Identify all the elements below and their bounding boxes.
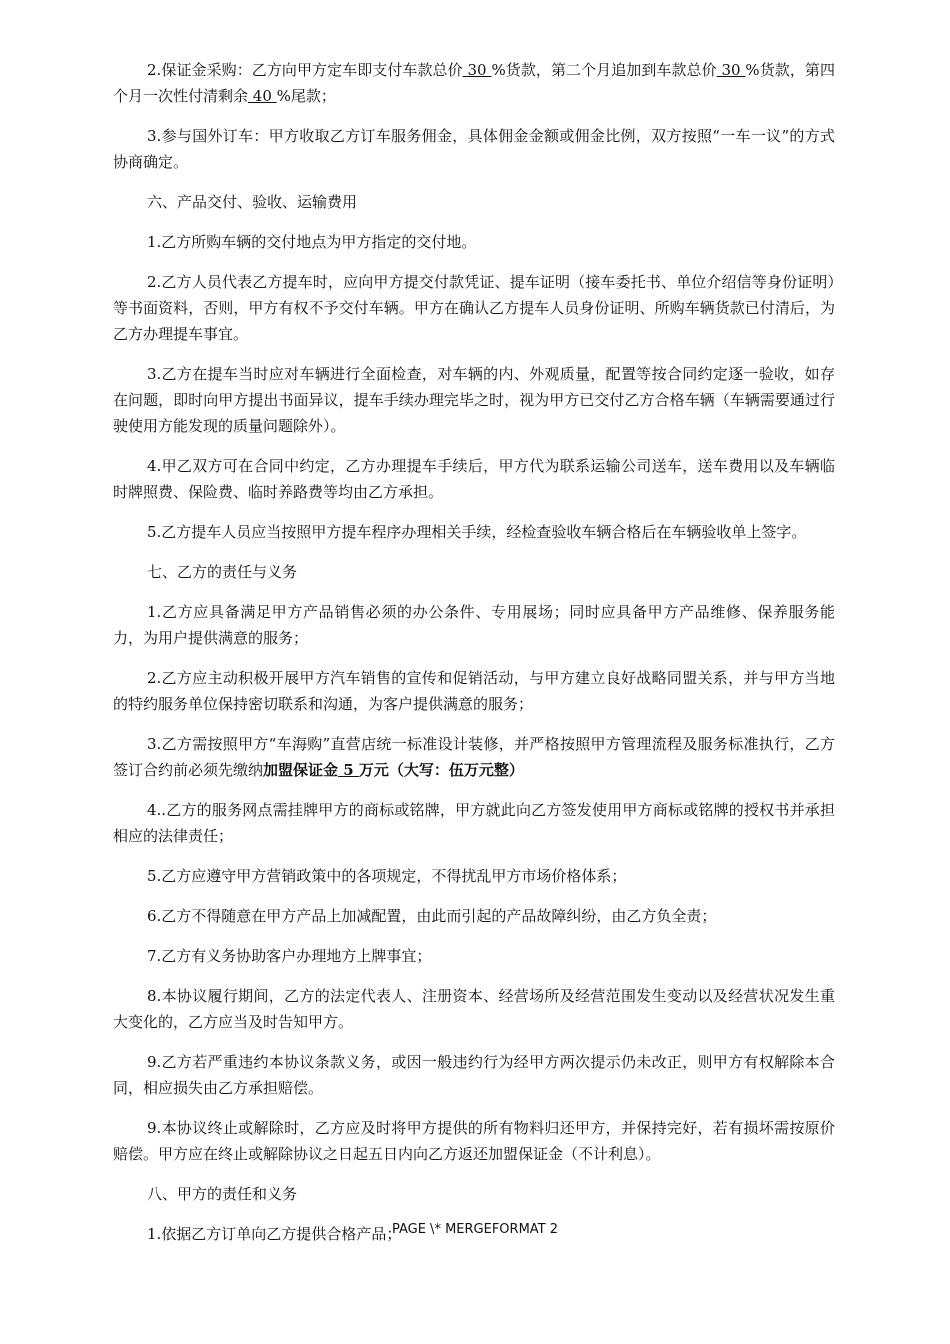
page-footer: PAGE \* MERGEFORMAT 2	[391, 1222, 559, 1237]
final-payment-percent: 40	[248, 87, 277, 105]
section-heading-delivery: 六、产品交付、验收、运输费用	[147, 193, 358, 211]
party-b-clause-4: 4..乙方的服务网点需挂牌甲方的商标或铭牌，甲方就此向乙方签发使用甲方商标或铭牌的授权书并承担相应的法律责任；	[113, 801, 835, 845]
party-b-clause-7: 7.乙方有义务协助客户办理地方上牌事宜；	[147, 947, 432, 965]
second-payment-percent: 30	[716, 61, 746, 79]
party-a-clause-1: 1.依据乙方订单向乙方提供合格产品；	[147, 1225, 402, 1243]
delivery-clause-4: 4.甲乙双方可在合同中约定，乙方办理提车手续后，甲方代为联系运输公司送车，送车费用以及车辆临时牌照费、保险费、临时养路费等均由乙方承担。	[113, 457, 835, 501]
first-payment-percent: 30	[462, 61, 492, 79]
party-b-clause-9a: 9.乙方若严重违约本协议条款义务，或因一般违约行为经甲方两次提示仍未改正，则甲方有权解除本合同，相应损失由乙方承担赔偿。	[113, 1053, 835, 1097]
party-b-clause-8: 8.本协议履行期间，乙方的法定代表人、注册资本、经营场所及经营范围发生变动以及经营状况发生重大变化的，乙方应当及时告知甲方。	[113, 987, 835, 1031]
section-heading-party-b-duties: 七、乙方的责任与义务	[147, 563, 298, 581]
franchise-deposit-label: 加盟保证金	[263, 761, 339, 779]
paragraph-overseas-order: 3.参与国外订车：甲方收取乙方订车服务佣金，具体佣金金额或佣金比例，双方按照“一车一议”的方式协商确定。	[113, 127, 835, 171]
text-segment: %货款，第二个月追加到车款总价	[491, 61, 717, 79]
delivery-clause-3: 3.乙方在提车当时应对车辆进行全面检查，对车辆的内、外观质量，配置等按合同约定逐一验收，如存在问题，即时向甲方提出书面异议，提车手续办理完毕之时，视为甲方已交付乙方合格车辆（车辆需要通过行驶使用方能发现的质量问题除外）。	[113, 365, 835, 435]
party-b-clause-6: 6.乙方不得随意在甲方产品上加减配置，由此而引起的产品故障纠纷，由乙方负全责；	[147, 907, 717, 925]
franchise-deposit-amount: 5	[338, 761, 359, 779]
document-body	[113, 57, 835, 1261]
text-segment: 2.保证金采购：乙方向甲方定车即支付车款总价	[147, 61, 463, 79]
party-b-clause-5: 5.乙方应遵守甲方营销政策中的各项规定，不得扰乱甲方市场价格体系；	[147, 867, 627, 885]
franchise-deposit-unit: 万元（大写：伍万元整）	[358, 761, 524, 779]
delivery-clause-2: 2.乙方人员代表乙方提车时，应向甲方提交付款凭证、提车证明（接车委托书、单位介绍信等身份证明）等书面资料，否则，甲方有权不予交付车辆。甲方在确认乙方提车人员身份证明、所购车辆货款已付清后，为乙方办理提车事宜。	[113, 273, 835, 343]
party-b-clause-9b: 9.本协议终止或解除时，乙方应及时将甲方提供的所有物料归还甲方，并保持完好，若有损坏需按原价赔偿。甲方应在终止或解除协议之日起五日内向乙方返还加盟保证金（不计利息）。	[113, 1119, 835, 1163]
delivery-clause-1: 1.乙方所购车辆的交付地点为甲方指定的交付地。	[147, 233, 477, 251]
delivery-clause-5: 5.乙方提车人员应当按照甲方提车程序办理相关手续，经检查验收车辆合格后在车辆验收单上签字。	[147, 523, 807, 541]
text-segment: 3.乙方需按照甲方“车海购”直营店统一标准设计装修，并严格按照甲方管理流程及服务标准执行，乙方签订合约前必须先缴纳	[113, 735, 835, 779]
party-b-clause-1: 1.乙方应具备满足甲方产品销售必须的办公条件、专用展场；同时应具备甲方产品维修、保养服务能力，为用户提供满意的服务；	[113, 603, 835, 647]
text-segment: %尾款；	[276, 87, 336, 105]
party-b-clause-3	[113, 731, 835, 783]
party-b-clause-2: 2.乙方应主动积极开展甲方汽车销售的宣传和促销活动，与甲方建立良好战略同盟关系，并与甲方当地的特约服务单位保持密切联系和沟通，为客户提供满意的服务；	[113, 669, 835, 713]
paragraph-deposit-purchase	[113, 57, 835, 109]
text-segment: %货款，第四个月一次性付清剩余	[113, 61, 835, 105]
section-heading-party-a-duties: 八、甲方的责任和义务	[147, 1185, 298, 1203]
